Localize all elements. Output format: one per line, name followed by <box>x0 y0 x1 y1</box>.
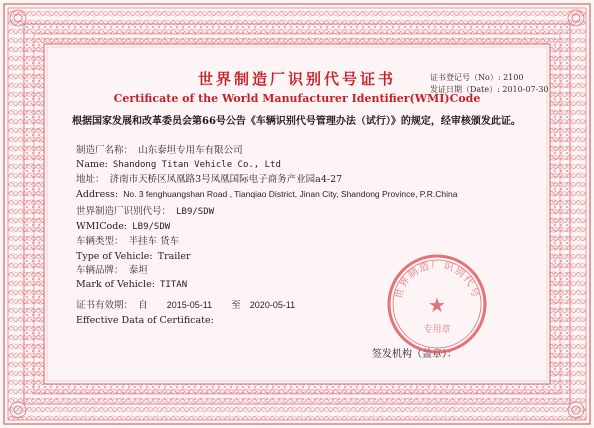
manufacturer-cn-label: 制造厂名称： <box>76 145 134 156</box>
issuer-label: 签发机构（盖章）： <box>372 349 457 360</box>
wmi-en-value: LB9/SDW <box>132 222 171 232</box>
validity-en-label: Effective Data of Certificate: <box>76 315 214 326</box>
certificate-number-label: 证书登记号（No）: <box>430 73 501 82</box>
issue-date-label: 发证日期（Date）: <box>430 85 500 94</box>
validity-en-row <box>76 308 214 327</box>
brand-en-value: TITAN <box>160 280 188 290</box>
validity-from-label: 自 <box>138 300 148 311</box>
certificate-number-value: 2100 <box>503 73 524 82</box>
seal-bottom-text: 专用章 <box>423 325 451 335</box>
address-cn-label: 地址： <box>76 174 105 185</box>
manufacturer-cn-value: 山东泰坦专用车有限公司 <box>138 145 243 156</box>
issue-date <box>430 84 549 95</box>
name-en-value: Shandong Titan Vehicle Co., Ltd <box>112 160 281 170</box>
wmi-cn-label: 世界制造厂识别代号： <box>76 206 172 217</box>
intro-statement: 根据国家发展和改革委员会第66号公告《车辆识别代号管理办法（试行）》的规定，经审核颁发此证。 <box>72 116 521 127</box>
address-cn-value: 济南市天桥区凤凰路3号凤凰国际电子商务产业园a4-27 <box>109 174 343 185</box>
vehicle-type-cn-label: 车辆类型： <box>76 236 124 247</box>
wmi-cn-value: LB9/SDW <box>176 207 215 217</box>
validity-cn-label: 证书有效期： <box>76 300 134 311</box>
vehicle-type-cn-value: 半挂车 货车 <box>128 236 180 247</box>
address-en-value: No. 3 fenghuangshan Road , Tianqiao District, Jinan City, Shandong Province, P.R.China <box>123 189 458 199</box>
address-en-label: Address: <box>76 189 119 200</box>
brand-en-row <box>76 272 187 291</box>
name-en-label: Name: <box>76 159 108 170</box>
validity-to-label: 至 <box>231 300 241 311</box>
vehicle-type-en-label: Type of Vehicle: <box>76 251 153 262</box>
certificate-title-cn: 世界制造厂识别代号证书 <box>197 70 396 88</box>
seal-arc-text: 世界制造厂识别代号 <box>393 260 481 301</box>
wmi-en-label: WMICode: <box>76 221 128 232</box>
brand-en-label: Mark of Vehicle: <box>76 279 155 290</box>
certificate-title-en: Certificate of the World Manufacturer Identifier(WMI)Code <box>113 92 481 105</box>
validity-to-date: 2020-05-11 <box>249 300 296 310</box>
star-icon: ★ <box>428 293 446 317</box>
brand-cn-label: 车辆品牌： <box>76 265 124 276</box>
brand-cn-value: 泰坦 <box>128 265 148 276</box>
certificate-number <box>430 72 523 83</box>
issue-date-value: 2010-07-30 <box>502 85 549 94</box>
official-seal <box>385 252 489 356</box>
validity-from-date: 2015-05-11 <box>166 300 213 310</box>
vehicle-type-en-value: Trailer <box>157 251 191 262</box>
